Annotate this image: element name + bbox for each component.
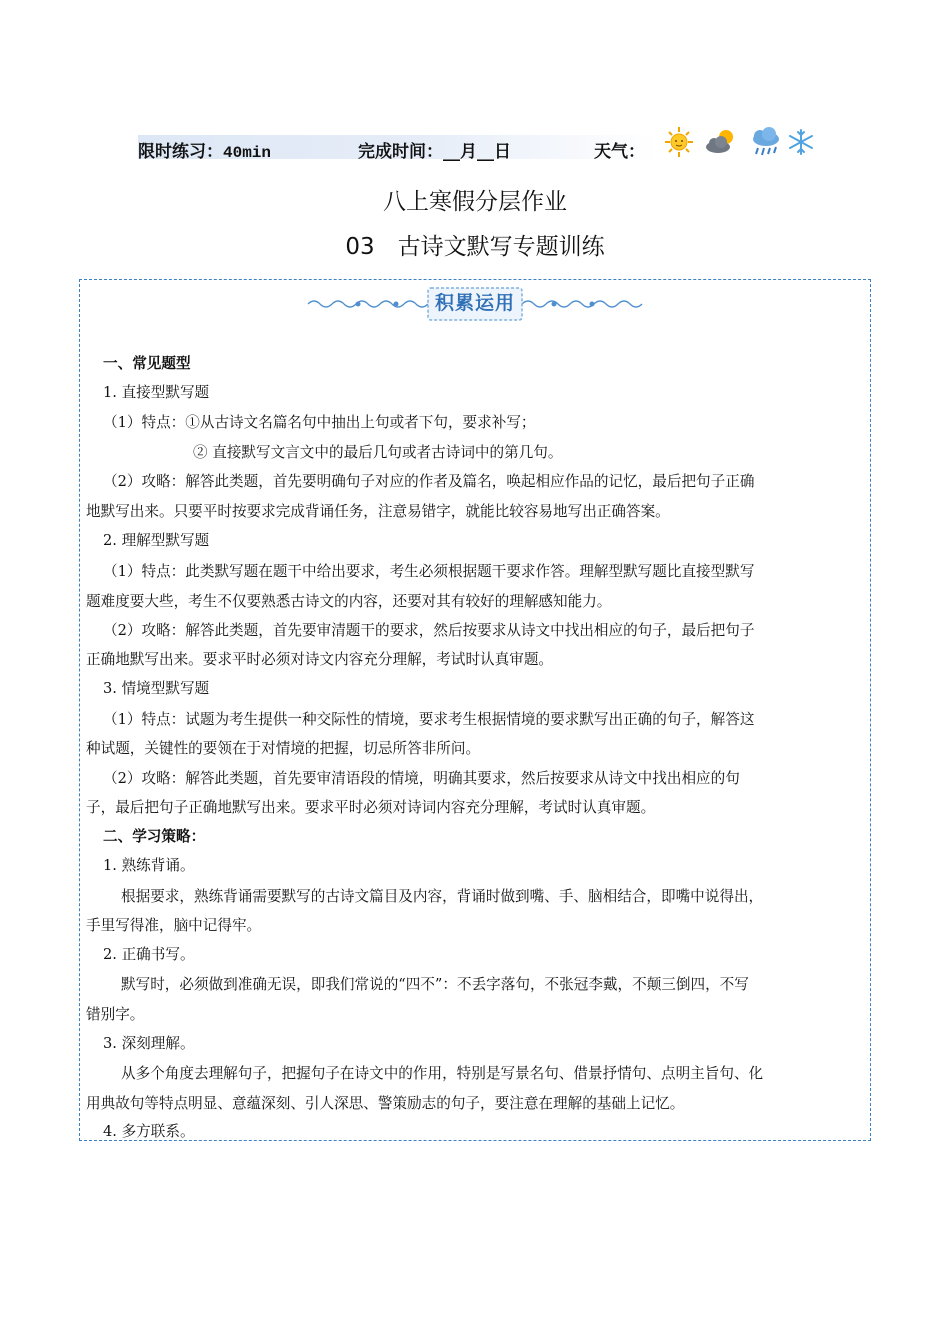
paragraph-line: （1）特点：①从古诗文名篇名句中抽出上句或者下句，要求补写； (103, 414, 536, 431)
subheading-writing: 2. 正确书写。 (103, 946, 195, 963)
paragraph-line: （2）攻略：解答此类题，首先要审清语段的情境，明确其要求，然后按要求从诗文中找出相应的句 (103, 770, 740, 787)
paragraph-line: 正确地默写出来。要求平时必须对诗文内容充分理解，考试时认真审题。 (86, 651, 554, 668)
rain-cloud-icon (748, 124, 784, 160)
paragraph-line: 根据要求，熟练背诵需要默写的古诗文篇目及内容，背诵时做到嘴、手、脑相结合，即嘴中说得出， (121, 888, 764, 905)
weather-label: 天气： (594, 142, 645, 162)
cloud-sun-icon (703, 124, 739, 160)
paragraph-line: 题难度要大些，考生不仅要熟悉古诗文的内容，还要对其有较好的理解感知能力。 (86, 593, 612, 610)
snowflake-icon (786, 124, 816, 160)
heading-strategies: 二、学习策略： (103, 828, 206, 845)
paragraph-line: 错别字。 (86, 1006, 145, 1023)
paragraph-line: （1）特点：试题为考生提供一种交际性的情境，要求考生根据情境的要求默写出正确的句子，解答这 (103, 711, 755, 728)
paragraph-line: 地默写出来。只要平时按要求完成背诵任务，注意易错字，就能比较容易地写出正确答案。 (86, 503, 670, 520)
page-subtitle: 03 古诗文默写专题训练 (345, 234, 605, 260)
page-title: 八上寒假分层作业 (383, 189, 567, 215)
paragraph-line: ② 直接默写文言文中的最后几句或者古诗词中的第几句。 (193, 444, 563, 461)
time-limit-value: 40min (223, 144, 272, 162)
time-limit-label: 限时练习：40min (138, 142, 272, 162)
paragraph-line: （2）攻略：解答此类题，首先要明确句子对应的作者及篇名，唤起相应作品的记忆，最后把句子正确 (103, 473, 755, 490)
subheading-understanding: 2. 理解型默写题 (103, 532, 210, 549)
paragraph-line: 手里写得准，脑中记得牢。 (86, 917, 262, 934)
subheading-connect: 4. 多方联系。 (103, 1123, 195, 1140)
subheading-direct: 1. 直接型默写题 (103, 384, 210, 401)
paragraph-line: （1）特点：此类默写题在题干中给出要求，考生必须根据题干要求作答。理解型默写题比直接型默写 (103, 563, 755, 580)
paragraph-line: 子，最后把句子正确地默写出来。要求平时必须对诗词内容充分理解，考试时认真审题。 (86, 799, 656, 816)
subheading-situational: 3. 情境型默写题 (103, 680, 210, 697)
paragraph-line: 种试题，关键性的要领在于对情境的把握，切忌所答非所问。 (86, 740, 481, 757)
subheading-recite: 1. 熟练背诵。 (103, 857, 195, 874)
heading-common-types: 一、常见题型 (103, 355, 191, 372)
completion-time: 完成时间：__月__日 (358, 142, 511, 162)
sun-icon (662, 124, 696, 160)
paragraph-line: 用典故句等特点明显、意蕴深刻、引人深思、警策励志的句子，要注意在理解的基础上记忆。 (86, 1095, 685, 1112)
paragraph-line: 从多个角度去理解句子，把握句子在诗文中的作用，特别是写景名句、借景抒情句、点明主旨句、化 (121, 1065, 764, 1082)
completion-date-blank: __月__日 (443, 142, 511, 162)
paragraph-line: 默写时，必须做到准确无误，即我们常说的“四不”：不丢字落句，不张冠李戴，不颠三倒四，不写 (121, 976, 749, 993)
section-badge: 积累运用 (434, 292, 515, 314)
paragraph-line: （2）攻略：解答此类题，首先要审清题干的要求，然后按要求从诗文中找出相应的句子，最后把句子 (103, 622, 755, 639)
subheading-understand: 3. 深刻理解。 (103, 1035, 195, 1052)
